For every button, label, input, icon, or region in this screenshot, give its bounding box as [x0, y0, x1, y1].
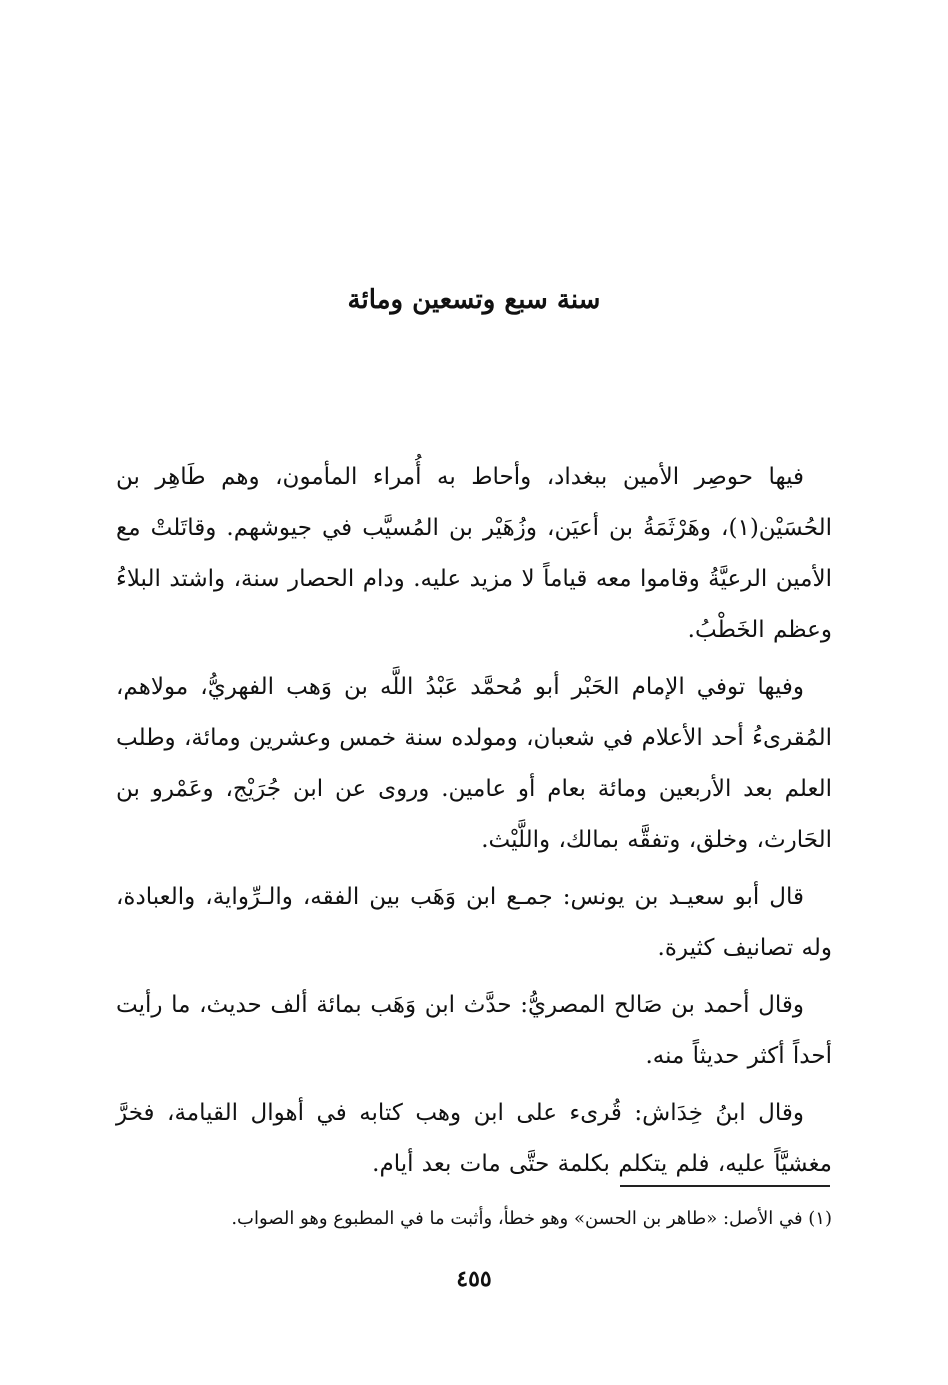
paragraph-ahmad-ibn-salih-quote: وقال أحمد بن صَالح المصريُّ: حدَّث ابن وَهَب بمائة ألف حديث، ما رأيت أحداً أكثر حديثاً منه.: [116, 992, 832, 1069]
paragraph-ibn-khidash-quote: وقال ابنُ خِدَاش: قُرىء على ابن وهب كتابه في أهوال القيامة، فخرَّ مغشيَّاً عليه، فلم يتكلم بكلمة حتَّى مات بعد أيام.: [116, 1100, 832, 1177]
page-number: ٤٥٥: [456, 1266, 492, 1292]
paragraph-ibn-wahb-death: وفيها توفي الإمام الحَبْر أبو مُحمَّد عَبْدُ اللَّه بن وَهب الفهريُّ، مولاهم، المُقرىءُ أحد الأعلام في شعبان، ومولده سنة خمس وعشرين ومائة، وطلب العلم بعد الأربعين ومائة بعام أو عامين. وروى عن ابن جُرَيْج، وعَمْرو بن الحَارث، وخلق، وتفقَّه بمالك، واللَّيْث.: [116, 674, 832, 853]
footnote-divider: [620, 1185, 830, 1187]
footnote: (١) في الأصل: «طاهر بن الحسن» وهو خطأ، وأثبت ما في المطبوع وهو الصواب.: [231, 1208, 832, 1229]
paragraph-siege: فيها حوصِر الأمين ببغداد، وأحاط به أُمراء المأمون، وهم طَاهِر بن الحُسَيْن(١)، وهَرْثَمَةُ بن أعيَن، وزُهَيْر بن المُسيَّب في جيوشهم. وقاتَلتْ مع الأمين الرعيَّةُ وقاموا معه قياماً لا مزيد عليه. ودام الحصار سنة، واشتد البلاءُ وعظم الخَطْبُ.: [116, 464, 832, 643]
paragraph-ibn-yunus-quote: قال أبو سعيـد بن يونس: جمـع ابن وَهَب بين الفقه، والـرِّواية، والعبادة، وله تصانيف كثيرة.: [116, 884, 832, 961]
body-text: [116, 452, 832, 1196]
chapter-title: سنة سبع وتسعين ومائة: [347, 285, 601, 315]
